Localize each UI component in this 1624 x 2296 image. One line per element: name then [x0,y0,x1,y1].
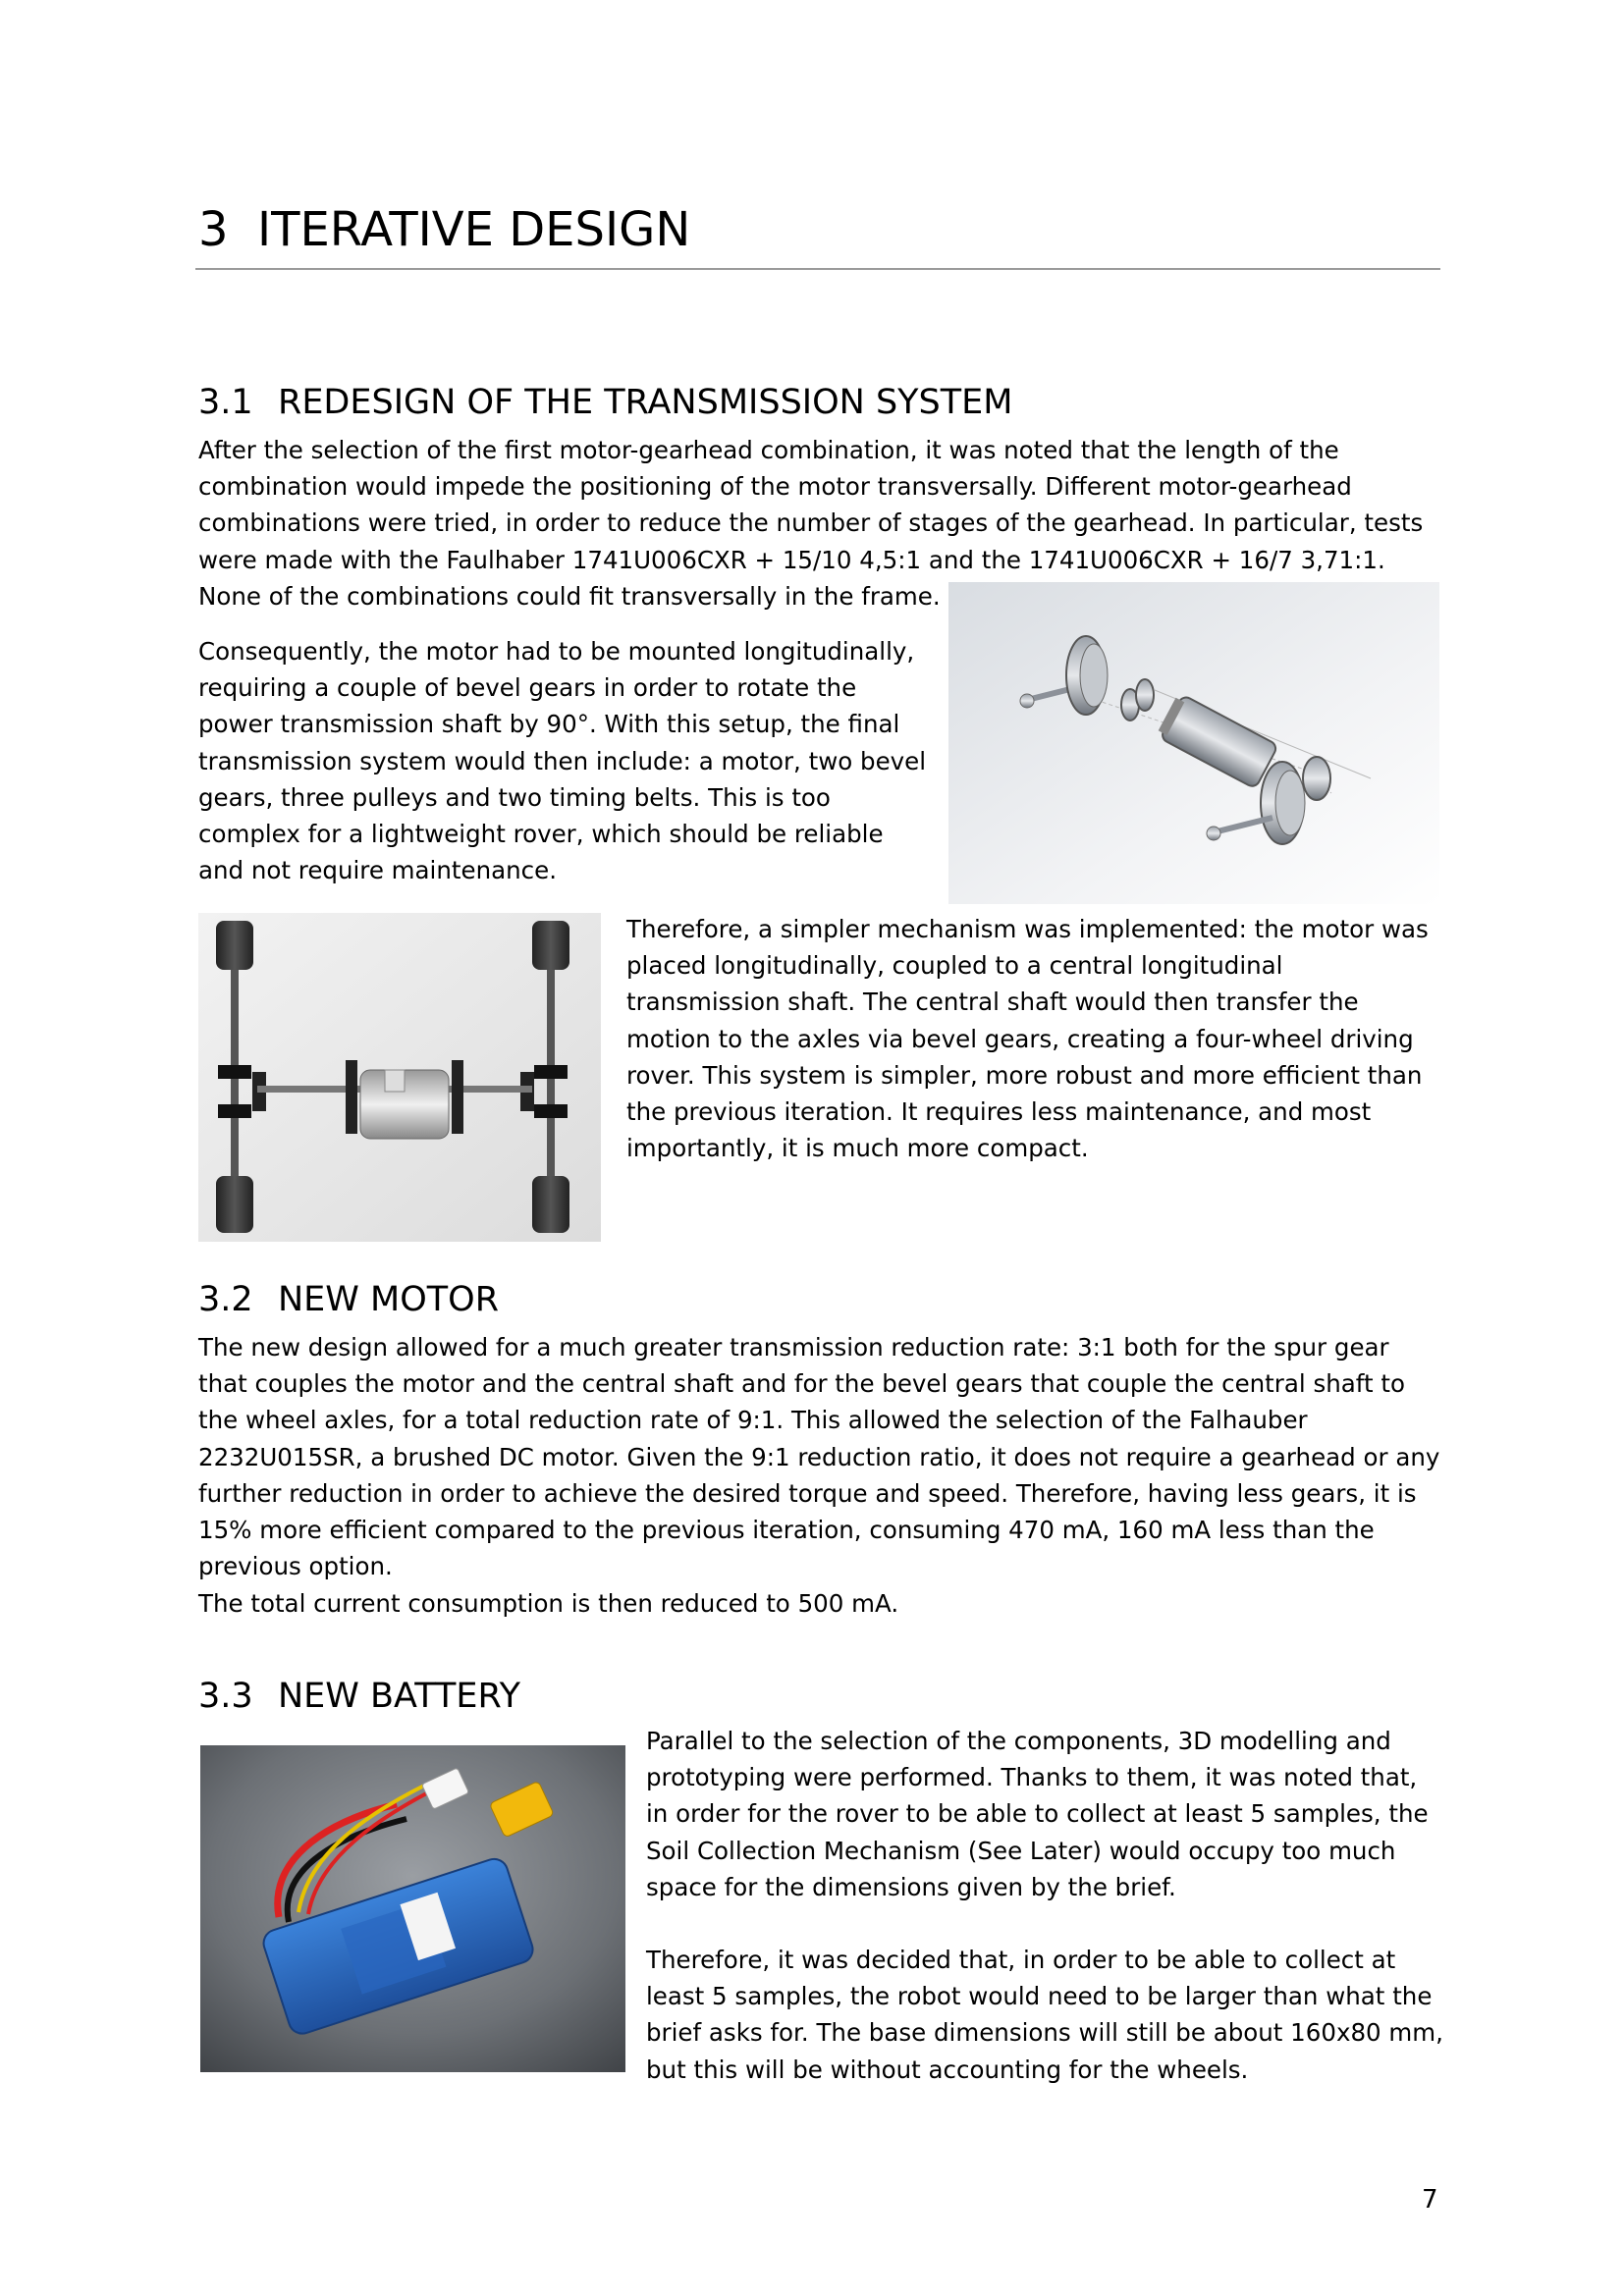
paragraph: The new design allowed for a much greater transmission reduction rate: 3:1 both for the spur gear that couples the motor and the central shaft and for the bevel gears that couple the central shaft to the wheel axles, for a total reduction rate of 9:1. This allowed the selection of the Falhauber 2232U015SR, a brushed DC motor. Given the 9:1 reduction ratio, it does not require a gearhead or any further reduction in order to achieve the desired torque and speed. Therefore, having less gears, it is 15% more efficient compared to the previous iteration, consuming 470 mA, 160 mA less than the previous option. [198,1333,1440,1581]
gear-assembly-icon [948,582,1439,904]
section-heading-3-2 [198,1280,499,1319]
chapter-title: ITERATIVE DESIGN [257,202,691,257]
chapter-heading [198,202,690,257]
chapter-divider [195,268,1440,270]
chapter-number: 3 [198,202,229,257]
page-number: 7 [1422,2185,1438,2215]
paragraph: Therefore, a simpler mechanism was implemented: the motor was placed longitudinally, coupled to a central longitudinal transmission shaft. The central shaft would then transfer the motion to the axles via bevel gears, creating a four-wheel driving rover. This system is simpler, more robust and more efficient than the previous iteration. It requires less maintenance, and most importantly, it is much more compact. [626,915,1429,1163]
section-heading-3-3 [198,1677,520,1716]
drivetrain-icon [198,913,601,1242]
paragraph: Parallel to the selection of the components, 3D modelling and prototyping were performed. Thanks to them, it was noted that, in order for the rover to be able to collect at least 5 samples, the Soil Collection Mechanism (See Later) would occupy too much space for the dimensions given by the brief. [646,1727,1429,1901]
section-number: 3.1 [198,383,253,422]
section-title: NEW MOTOR [278,1280,500,1319]
section-title: REDESIGN OF THE TRANSMISSION SYSTEM [278,383,1013,422]
battery-photo-figure [200,1745,625,2072]
transmission-render-figure [948,582,1439,904]
drivetrain-photo-figure [198,913,601,1242]
battery-icon [200,1745,625,2072]
paragraph: After the selection of the first motor-gearhead combination, it was noted that the length of the combination would impede the positioning of the motor transversally. Different motor-gearhead combinations were tried, in order to reduce the number of stages of the gearhead. In particular, tests were made with the Faulhaber 1741U006CXR + 15/10 4,5:1 and the 1741U006CXR + 16/7 3,71:1. None of the combinations could fit transversally in the frame. [198,436,1424,611]
paragraph: The total current consumption is then reduced to 500 mA. [198,1589,899,1618]
section-title: NEW BATTERY [278,1677,520,1716]
paragraph: Consequently, the motor had to be mounted longitudinally, requiring a couple of bevel gears in order to rotate the power transmission shaft by 90°. With this setup, the final transmission system would then include: a motor, two bevel gears, three pulleys and two timing belts. This is too complex for a lightweight rover, which should be reliable and not require maintenance. [198,637,927,885]
section-number: 3.2 [198,1280,253,1319]
section-number: 3.3 [198,1677,253,1716]
section-heading-3-1 [198,383,1012,422]
paragraph: Therefore, it was decided that, in order to be able to collect at least 5 samples, the robot would need to be larger than what the brief asks for. The base dimensions will still be about 160x80 mm, but this will be without accounting for the wheels. [646,1946,1443,2084]
